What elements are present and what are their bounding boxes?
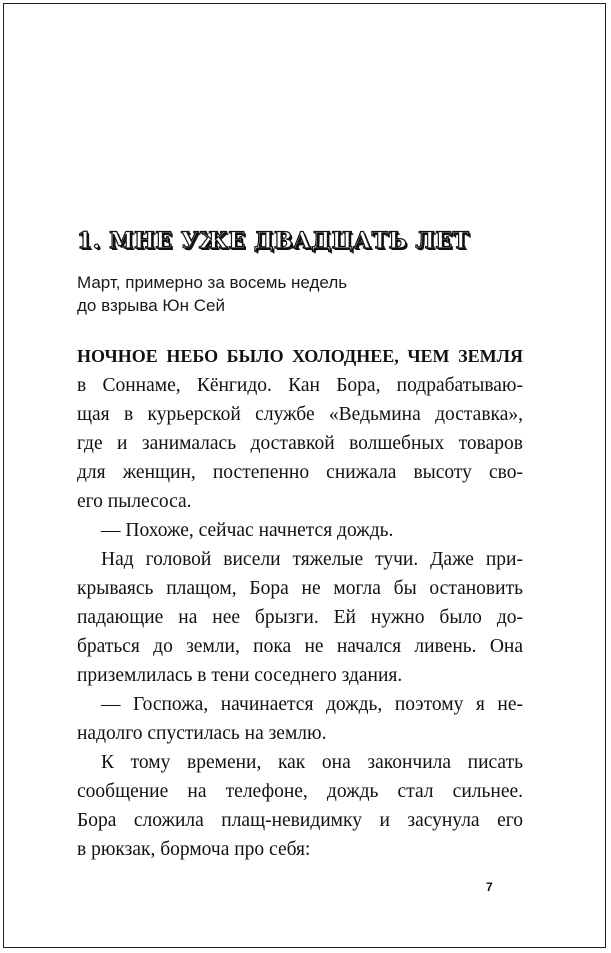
text-line: — Госпожа, начинается дождь, поэтому я не- — [101, 694, 523, 715]
text-line: щая в курьерской службе «Ведьмина доставка», — [77, 404, 523, 425]
chapter-subtitle-line: Март, примерно за восемь недель — [77, 273, 348, 292]
text-line: где и занималась доставкой волшебных товаров — [77, 433, 523, 454]
page-number: 7 — [486, 880, 493, 894]
text-line: падающие на нее брызги. Ей нужно было до- — [77, 607, 523, 628]
text-line: — Похоже, сейчас начнется дождь. — [101, 520, 394, 541]
text-line: в Соннаме, Кёнгидо. Кан Бора, подрабатываю- — [77, 375, 523, 396]
text-line: его пылесоса. — [77, 491, 192, 512]
text-line: надолго спустилась на землю. — [77, 723, 327, 744]
text-line: для женщин, постепенно снижала высоту сво- — [77, 462, 523, 483]
text-line: крываясь плащом, Бора не могла бы остановить — [77, 578, 523, 599]
text-line: Бора сложила плащ-невидимку и засунула его — [77, 810, 523, 831]
chapter-title: 1. МНЕ УЖЕ ДВАДЦАТЬ ЛЕТ — [77, 228, 470, 254]
text-line: в рюкзак, бормоча про себя: — [77, 839, 311, 860]
text-line: НОЧНОЕ НЕБО БЫЛО ХОЛОДНЕЕ, ЧЕМ ЗЕМЛЯ — [77, 346, 523, 366]
text-line: сообщение на телефоне, дождь стал сильнее. — [77, 781, 523, 802]
text-line: браться до земли, пока не начался ливень. Она — [77, 636, 523, 657]
text-line: Над головой висели тяжелые тучи. Даже при- — [101, 549, 523, 570]
text-line: приземлилась в тени соседнего здания. — [77, 665, 403, 686]
chapter-subtitle-line: до взрыва Юн Сей — [77, 296, 225, 315]
text-line: К тому времени, как она закончила писать — [101, 752, 523, 773]
